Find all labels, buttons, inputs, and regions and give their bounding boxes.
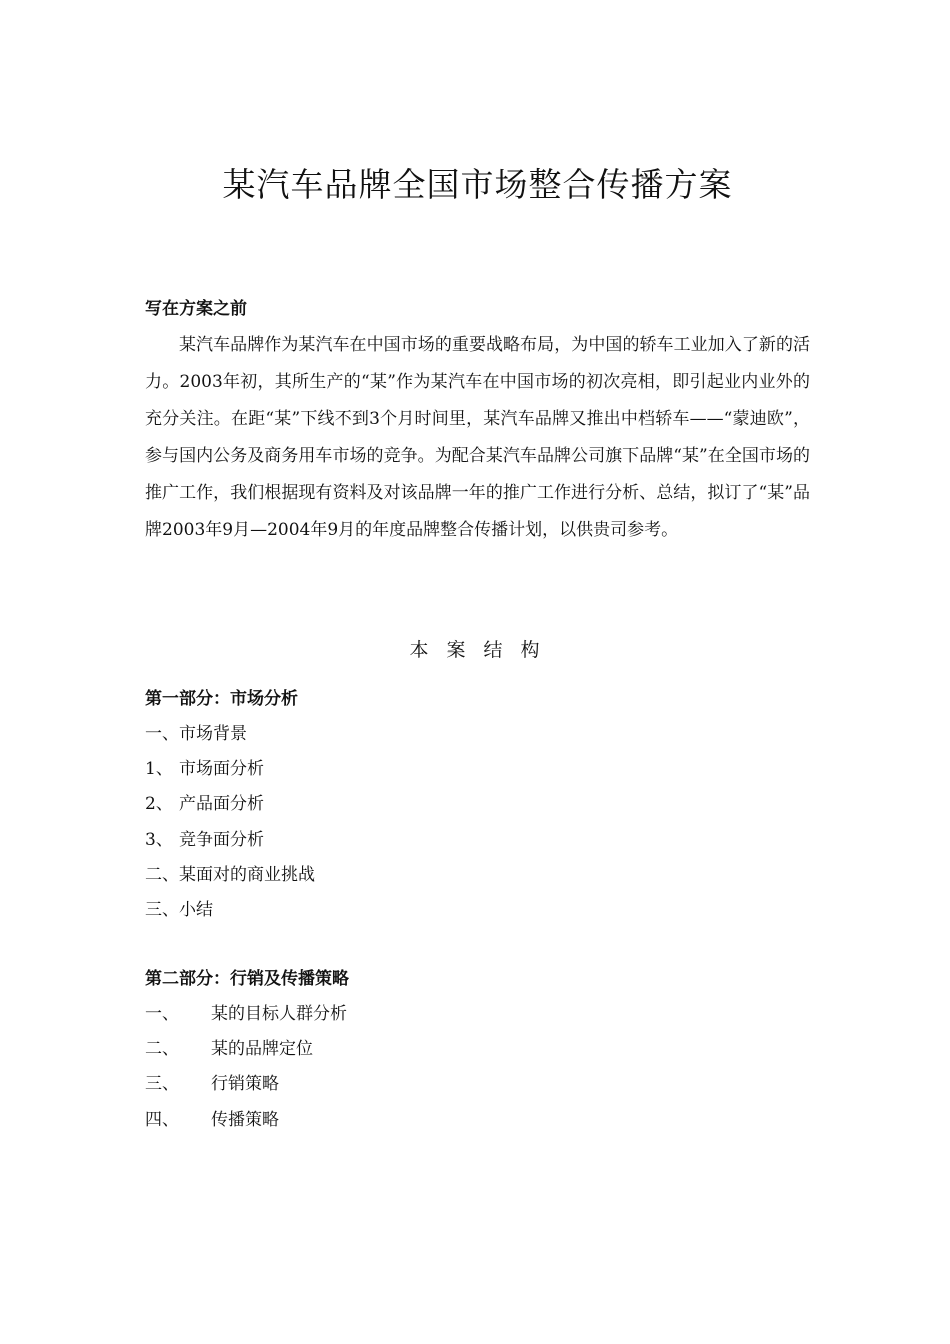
part1-outline [145, 717, 810, 928]
outline-item-label: 市场面分析 [179, 759, 264, 780]
outline-item-label: 竞争面分析 [179, 829, 264, 850]
outline-item-marker: 三、 [145, 1074, 179, 1095]
part2-heading: 第二部分：行销及传播策略 [145, 969, 349, 989]
outline-item [145, 997, 810, 1032]
outline-item-label: 某的品牌定位 [211, 1039, 313, 1060]
outline-item [145, 823, 810, 858]
outline-item-label: 二、某面对的商业挑战 [145, 864, 315, 885]
outline-item [145, 717, 810, 752]
outline-item-marker: 1、 [145, 759, 173, 780]
outline-item [145, 893, 810, 928]
outline-item [145, 787, 810, 822]
preface-paragraph: 某汽车品牌作为某汽车在中国市场的重要战略布局，为中国的轿车工业加入了新的活力。2003年初，其所生产的“某”作为某汽车在中国市场的初次亮相，即引起业内业外的充分关注。在距“某”下线不到3个月时间里，某汽车品牌又推出中档轿车——“蒙迪欧”，参与国内公务及商务用车市场的竞争。为配合某汽车品牌公司旗下品牌“某”在全国市场的推广工作，我们根据现有资料及对该品牌一年的推广工作进行分析、总结，拟订了“某”品牌2003年9月—2004年9月的年度品牌整合传播计划，以供贵司参考。 [145, 335, 810, 540]
outline-item-label: 产品面分析 [179, 794, 264, 815]
outline-item-label: 某的目标人群分析 [211, 1004, 347, 1024]
outline-item-marker: 一、 [145, 1004, 179, 1024]
outline-item-marker: 2、 [145, 794, 173, 815]
outline-item-marker: 3、 [145, 829, 173, 850]
outline-item-label: 三、小结 [145, 899, 213, 920]
outline-item-label: 一、市场背景 [145, 724, 247, 744]
outline-item [145, 1103, 810, 1138]
part2-section [145, 962, 810, 1138]
outline-item-marker: 二、 [145, 1039, 179, 1060]
preface-heading: 写在方案之前 [145, 299, 247, 319]
outline-item-label: 传播策略 [211, 1109, 279, 1130]
outline-item [145, 752, 810, 787]
outline-item [145, 1032, 810, 1067]
outline-item [145, 1067, 810, 1102]
outline-item-marker: 四、 [145, 1109, 179, 1130]
part1-section [145, 682, 810, 928]
outline-item-label: 行销策略 [211, 1074, 279, 1095]
structure-title: 本 案 结 构 [409, 639, 546, 661]
outline-item [145, 858, 810, 893]
part1-heading: 第一部分：市场分析 [145, 689, 298, 709]
document-title: 某汽车品牌全国市场整合传播方案 [222, 165, 733, 204]
part2-outline [145, 997, 810, 1138]
